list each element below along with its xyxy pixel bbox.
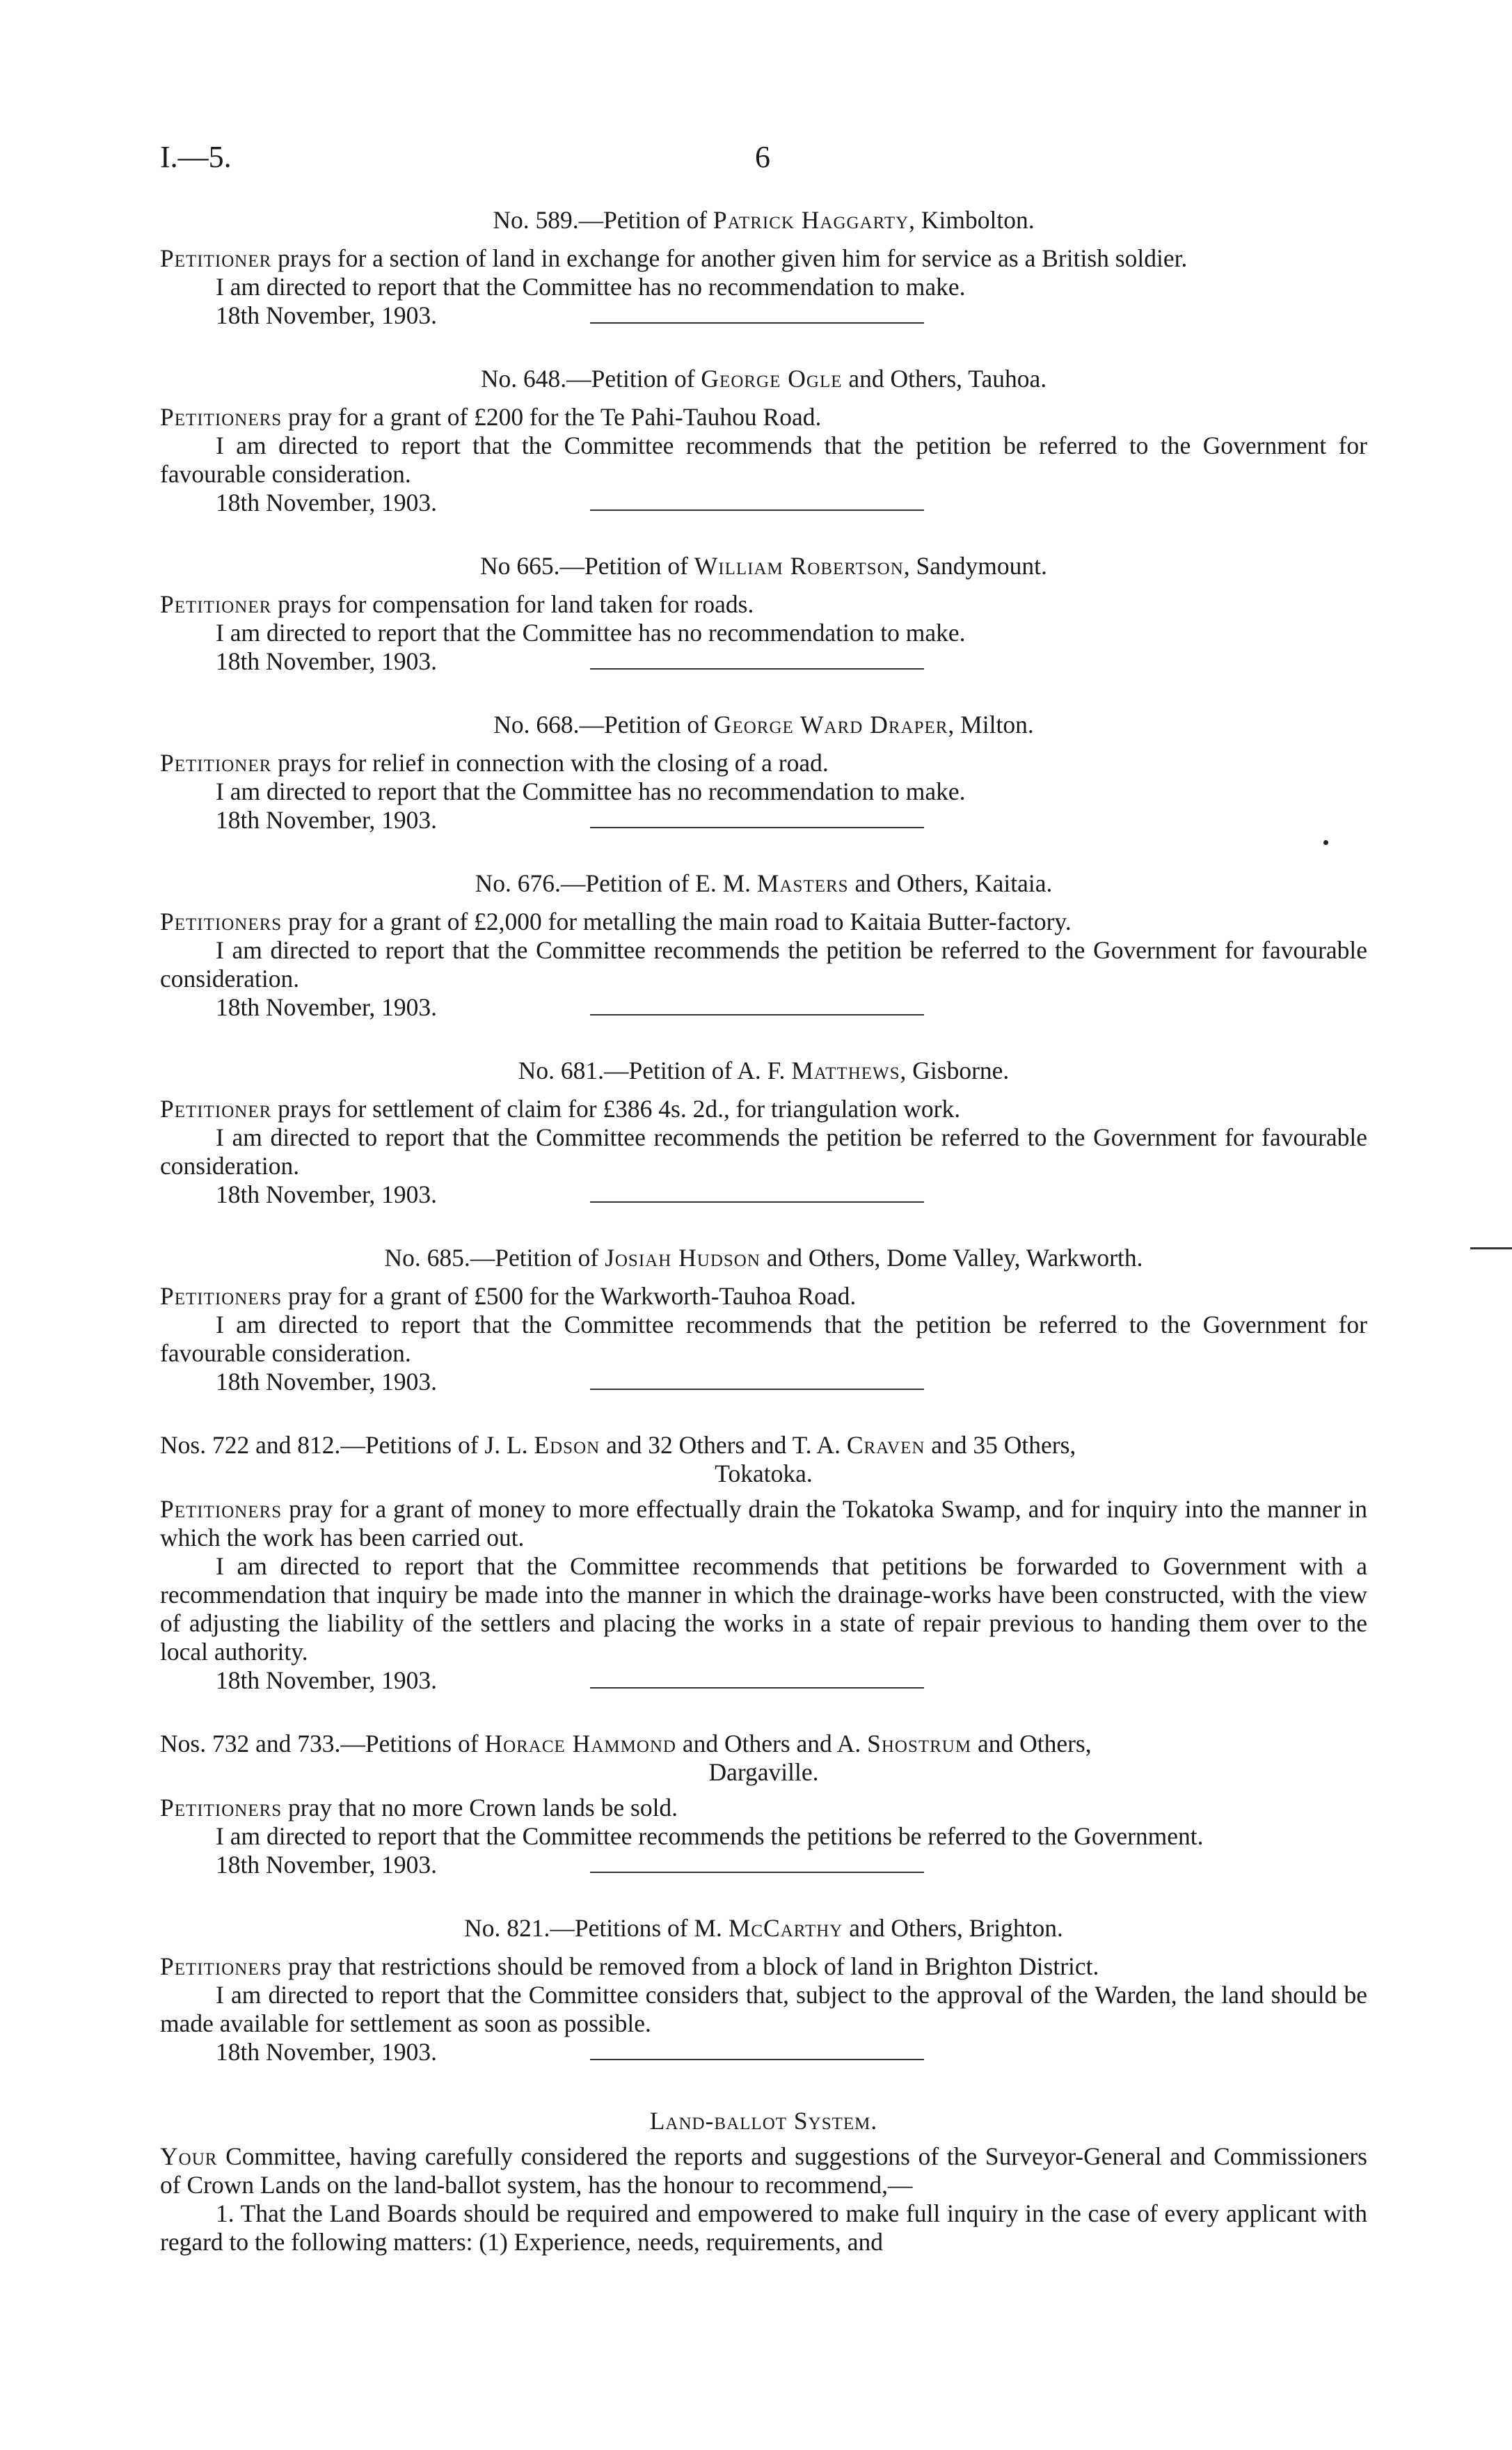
petition-668	[160, 711, 1367, 835]
page-number: 6	[755, 140, 770, 174]
petition-681	[160, 1057, 1367, 1209]
section-intro: Your Committee, having carefully considered the reports and suggestions of the Surveyor-General and Commissioners of Crown Lands on the land-ballot system, has the honour to recommend,—	[160, 2142, 1367, 2199]
petitioner-name: William Robertson	[694, 552, 904, 580]
report-date-row	[160, 2038, 1367, 2066]
petition-heading: Nos. 722 and 812.—Petitions of J. L. Edson and 32 Others and T. A. Craven and 35 Others, Tokatoka.	[160, 1431, 1367, 1488]
report-date: 18th November, 1903.	[216, 2038, 438, 2066]
petition-heading: No. 821.—Petitions of M. McCarthy and Others, Brighton.	[464, 1914, 1063, 1942]
report-date-row	[160, 489, 1367, 517]
report-date: 18th November, 1903.	[216, 1368, 438, 1396]
petition-location: Tokatoka.	[715, 1460, 813, 1487]
petition-722-812	[160, 1431, 1367, 1695]
petitioner-name: Horace Hammond	[484, 1730, 676, 1757]
stray-mark	[1323, 840, 1328, 845]
petition-prayer: Petitioners pray that restrictions should be removed from a block of land in Brighton District.	[160, 1952, 1099, 1980]
committee-report: I am directed to report that the Committee considers that, subject to the approval of the Warden, the land should be made available for settlement as soon as possible.	[160, 1981, 1367, 2037]
petition-665	[160, 552, 1367, 676]
committee-report: I am directed to report that the Committee recommends that the petition be referred to the Government for favourable consideration.	[160, 432, 1367, 488]
petitioner-name: Edson	[534, 1431, 600, 1459]
report-date: 18th November, 1903.	[216, 1666, 438, 1694]
petition-685	[160, 1244, 1367, 1396]
petition-heading: No. 685.—Petition of Josiah Hudson and Others, Dome Valley, Warkworth.	[384, 1244, 1143, 1272]
divider-rule	[590, 1389, 924, 1390]
committee-report: I am directed to report that the Committee recommends the petition be referred to the Government for favourable consideration.	[160, 1123, 1367, 1180]
petitioner-name: Craven	[846, 1431, 925, 1459]
petitioner-name: George Ward Draper	[713, 711, 948, 738]
report-date: 18th November, 1903.	[216, 1851, 438, 1879]
petition-heading: Nos. 732 and 733.—Petitions of Horace Hammond and Others and A. Shostrum and Others, Dargaville.	[160, 1730, 1367, 1787]
divider-rule	[590, 1687, 924, 1689]
committee-report: I am directed to report that the Committee recommends the petitions be referred to the Government.	[216, 1822, 1204, 1850]
divider-rule	[590, 827, 924, 828]
petition-prayer: Petitioners pray for a grant of £200 for the Te Pahi-Tauhou Road.	[160, 403, 822, 431]
report-date: 18th November, 1903.	[216, 647, 438, 675]
petitioner-name: George Ogle	[701, 365, 843, 393]
petition-prayer: Petitioners pray for a grant of money to more effectually drain the Tokatoka Swamp, and for inquiry into the manner in which the work has been carried out.	[160, 1495, 1367, 1551]
petition-heading: No. 676.—Petition of E. M. Masters and Others, Kaitaia.	[475, 869, 1053, 897]
divider-rule	[590, 1872, 924, 1873]
report-date: 18th November, 1903.	[216, 806, 438, 834]
document-body	[160, 206, 1367, 2257]
report-date-row	[160, 1666, 1367, 1695]
petition-prayer: Petitioners pray that no more Crown lands be sold.	[160, 1794, 678, 1821]
report-date-row	[160, 301, 1367, 330]
petition-prayer: Petitioner prays for relief in connection with the closing of a road.	[160, 749, 829, 777]
petition-heading: No. 681.—Petition of A. F. Matthews, Gisborne.	[518, 1057, 1010, 1084]
petition-prayer: Petitioners pray for a grant of £500 for the Warkworth-Tauhoa Road.	[160, 1282, 857, 1310]
petition-prayer: Petitioner prays for compensation for land taken for roads.	[160, 590, 754, 618]
petition-821	[160, 1914, 1367, 2066]
petition-732-733	[160, 1730, 1367, 1879]
recommendation-1: 1. That the Land Boards should be required and empowered to make full inquiry in the case of every applicant with regard to the following matters: (1) Experience, needs, requirements, and	[160, 2199, 1367, 2256]
petition-589	[160, 206, 1367, 330]
report-date: 18th November, 1903.	[216, 301, 438, 329]
divider-rule	[590, 509, 924, 511]
divider-rule	[590, 1014, 924, 1015]
petition-prayer: Petitioners pray for a grant of £2,000 for metalling the main road to Kaitaia Butter-factory.	[160, 908, 1072, 935]
divider-rule	[590, 2059, 924, 2060]
petition-heading: No. 648.—Petition of George Ogle and Others, Tauhoa.	[480, 365, 1047, 393]
petition-prayer: Petitioner prays for a section of land in exchange for another given him for service as a British soldier.	[160, 244, 1188, 272]
margin-mark	[1470, 1247, 1512, 1249]
report-date-row	[160, 647, 1367, 676]
divider-rule	[590, 1201, 924, 1203]
report-date: 18th November, 1903.	[216, 489, 438, 516]
document-reference: I.—5.	[160, 140, 232, 174]
petition-heading: No 665.—Petition of William Robertson, Sandymount.	[480, 552, 1047, 580]
committee-report: I am directed to report that the Committee recommends that petitions be forwarded to Government with a recommendation that inquiry be made into the manner in which the drainage-works have been constructed, with the view of adjusting the liability of the settlers and placing the works in a state of repair previous to handing them over to the local authority.	[160, 1552, 1367, 1666]
divider-rule	[590, 322, 924, 324]
report-date-row	[160, 1851, 1367, 1879]
petition-676	[160, 869, 1367, 1022]
report-date-row	[160, 1180, 1367, 1209]
petitioner-name: McCarthy	[728, 1914, 843, 1942]
petition-648	[160, 365, 1367, 517]
report-date-row	[160, 806, 1367, 835]
petition-prayer: Petitioner prays for settlement of claim for £386 4s. 2d., for triangulation work.	[160, 1095, 961, 1123]
petitioner-name: Masters	[756, 869, 849, 897]
petition-location: Dargaville.	[708, 1758, 819, 1786]
petitioner-name: Matthews	[791, 1057, 900, 1084]
committee-report: I am directed to report that the Committee recommends that the petition be referred to the Government for favourable consideration.	[160, 1311, 1367, 1367]
report-date: 18th November, 1903.	[216, 993, 438, 1021]
committee-report: I am directed to report that the Committee has no recommendation to make.	[216, 619, 966, 647]
committee-report: I am directed to report that the Committee recommends the petition be referred to the Government for favourable consideration.	[160, 936, 1367, 993]
report-date: 18th November, 1903.	[216, 1180, 438, 1208]
petition-heading: No. 668.—Petition of George Ward Draper, Milton.	[493, 711, 1034, 738]
committee-report: I am directed to report that the Committee has no recommendation to make.	[216, 273, 966, 301]
petition-heading: No. 589.—Petition of Patrick Haggarty, Kimbolton.	[493, 206, 1035, 234]
petitioner-name: Patrick Haggarty	[713, 206, 909, 234]
committee-report: I am directed to report that the Committee has no recommendation to make.	[216, 777, 966, 805]
report-date-row	[160, 1368, 1367, 1396]
divider-rule	[590, 668, 924, 670]
petitioner-name: Shostrum	[867, 1730, 972, 1757]
petitioner-name: Josiah Hudson	[605, 1244, 761, 1272]
section-title: Land-ballot System.	[649, 2107, 878, 2135]
land-ballot-section	[160, 2107, 1367, 2257]
report-date-row	[160, 993, 1367, 1022]
